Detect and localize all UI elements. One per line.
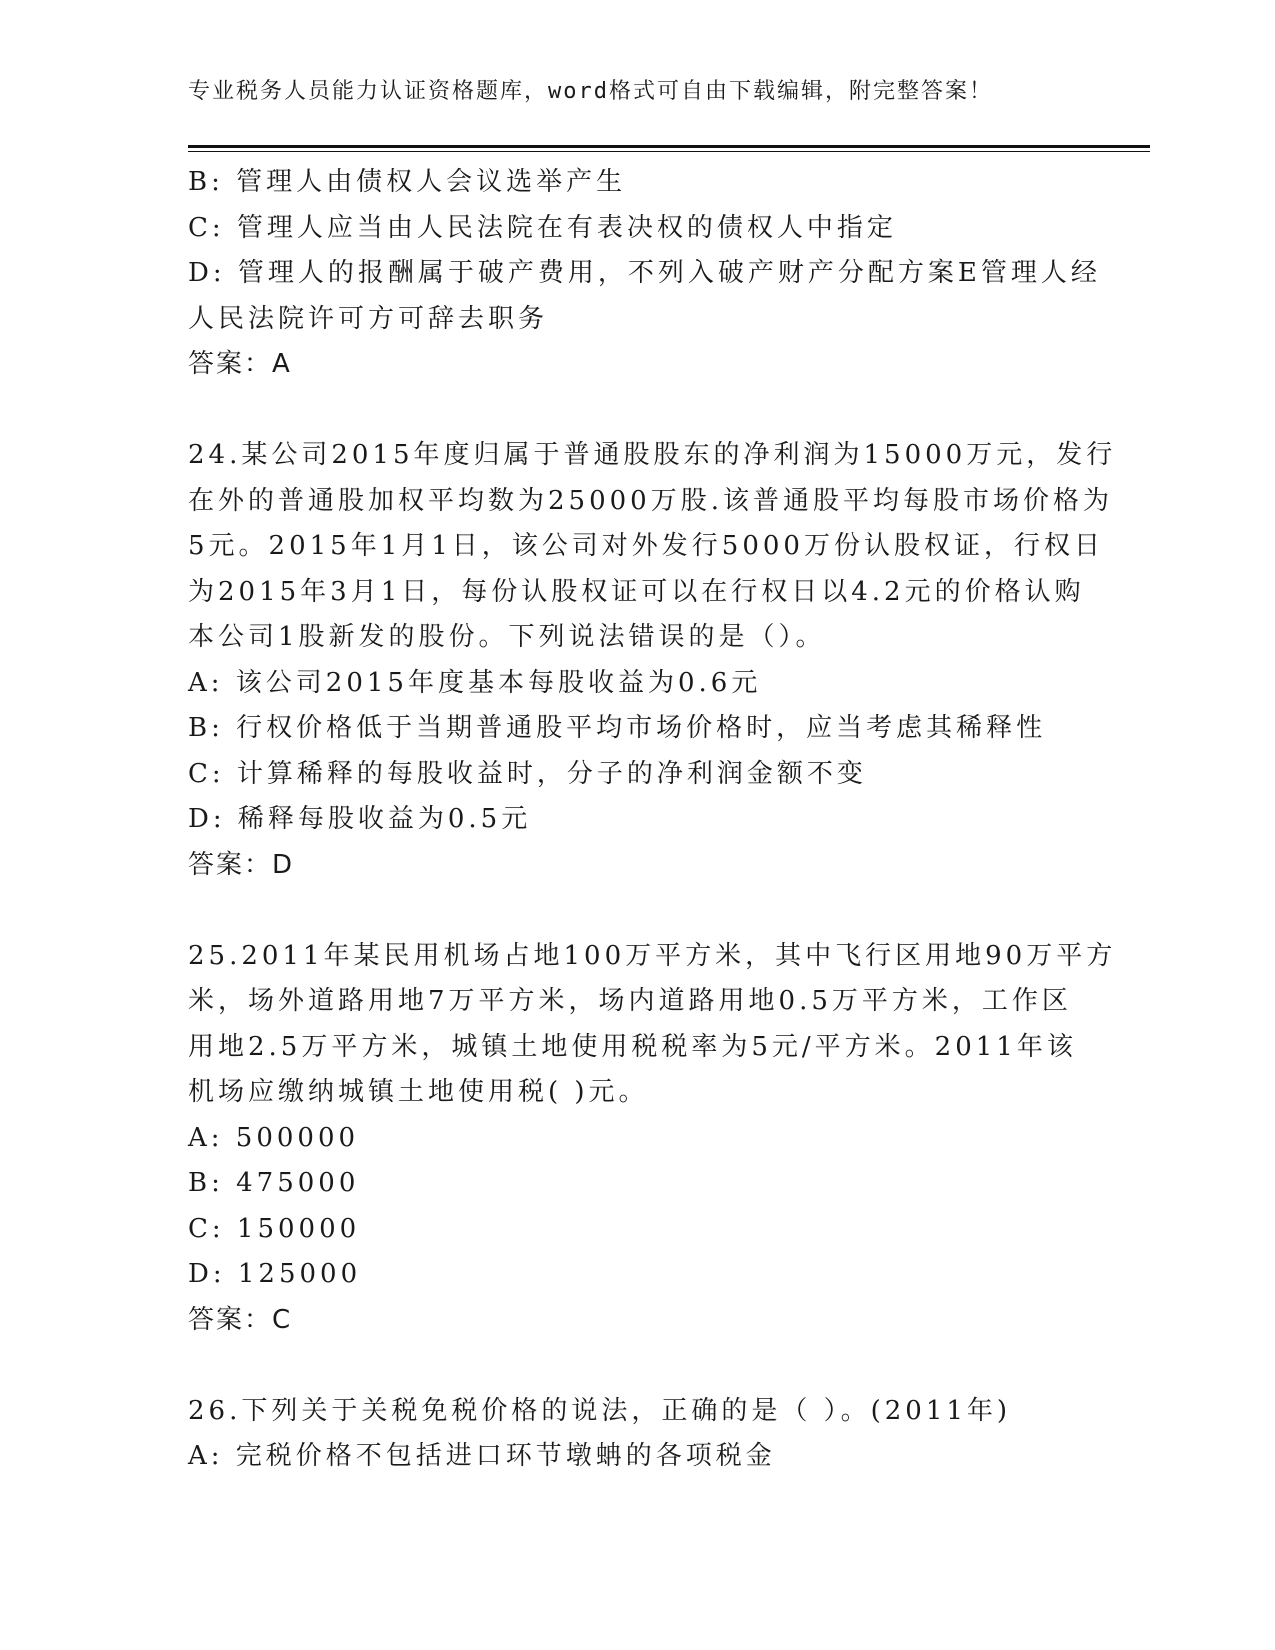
option-a: A: 500000 (188, 1122, 360, 1153)
option-b: B: 管理人由债权人会议选举产生 (188, 167, 627, 197)
question-stem-line: 25.2011年某民用机场占地100万平方米，其中飞行区用地90万平方 (188, 940, 1117, 971)
question-23 (188, 160, 1101, 388)
option-a: A: 该公司2015年度基本每股收益为0.6元 (188, 667, 762, 698)
spacer (188, 1343, 1068, 1389)
document-body (188, 160, 1117, 1480)
spacer (188, 388, 1068, 434)
header-rule-thin (188, 151, 1150, 152)
question-stem-line: 26.下列关于关税免税价格的说法，正确的是（ ）。(2011年) (188, 1395, 1012, 1426)
question-stem-line: 24.某公司2015年度归属于普通股股东的净利润为15000万元，发行 (188, 440, 1117, 470)
question-stem-line: 为2015年3月1日，每份认股权证可以在行权日以4.2元的价格认购 (188, 576, 1085, 607)
option-d: D: 125000 (188, 1259, 362, 1289)
question-26 (188, 1389, 1068, 1480)
option-c: C: 管理人应当由人民法院在有表决权的债权人中指定 (188, 212, 897, 243)
question-stem-line: 5元。2015年1月1日，该公司对外发行5000万份认股权证，行权日 (188, 531, 1104, 561)
answer: 答案：D (188, 849, 295, 880)
question-stem-line: 机场应缴纳城镇土地使用税( )元。 (188, 1077, 649, 1107)
question-stem-line: 本公司1股新发的股份。下列说法错误的是（）。 (188, 622, 826, 652)
answer: 答案：A (188, 349, 292, 379)
option-c: C: 计算稀释的每股收益时，分子的净利润金额不变 (188, 758, 867, 789)
option-c: C: 150000 (188, 1213, 361, 1244)
option-b: B: 行权价格低于当期普通股平均市场价格时，应当考虑其稀释性 (188, 713, 1047, 743)
spacer (188, 888, 1068, 934)
question-stem-line: 米，场外道路用地7万平方米，场内道路用地0.5万平方米，工作区 (188, 986, 1072, 1016)
question-stem-line: 用地2.5万平方米，城镇土地使用税税率为5元/平方米。2011年该 (188, 1031, 1077, 1062)
question-stem-line: 在外的普通股加权平均数为25000万股.该普通股平均每股市场价格为 (188, 485, 1113, 516)
option-d: D: 管理人的报酬属于破产费用，不列入破产财产分配方案E管理人经 (188, 258, 1101, 288)
option-b: B: 475000 (188, 1168, 360, 1198)
question-24 (188, 433, 1117, 888)
option-a: A: 完税价格不包括进口环节墩蚺的各项税金 (188, 1441, 776, 1471)
page-header: 专业税务人员能力认证资格题库，word格式可自由下载编辑，附完整答案！ (188, 79, 993, 104)
option-d: D: 稀释每股收益为0.5元 (188, 804, 532, 834)
option-d-continued: 人民法院许可方可辞去职务 (188, 303, 549, 334)
answer: 答案：C (188, 1304, 293, 1335)
header-rule-thick (188, 145, 1150, 148)
question-25 (188, 934, 1117, 1344)
